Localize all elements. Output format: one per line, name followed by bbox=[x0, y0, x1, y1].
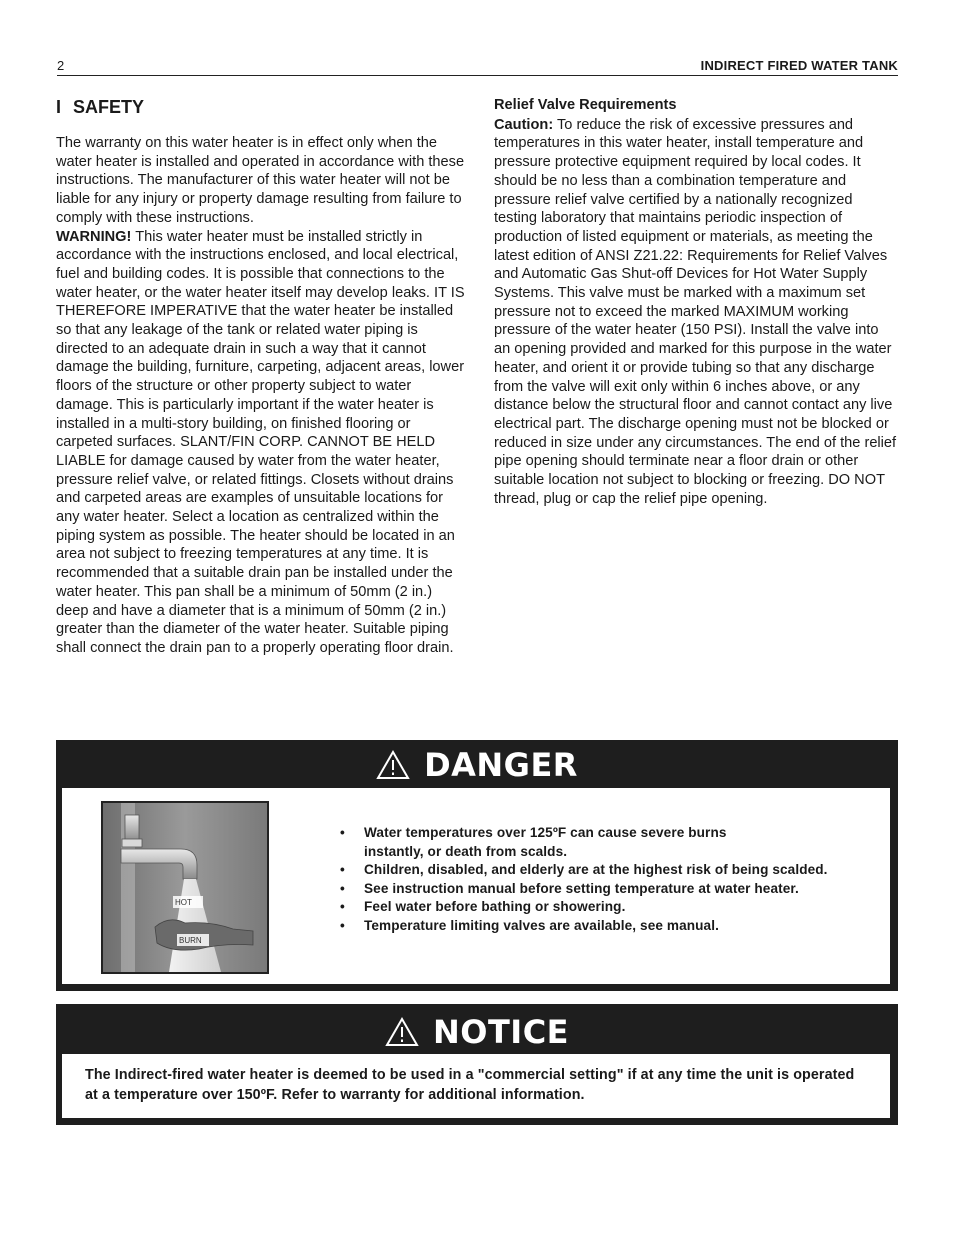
relief-valve-section bbox=[494, 96, 898, 508]
burn-label: BURN bbox=[179, 936, 202, 945]
danger-content bbox=[62, 788, 890, 984]
notice-text: The Indirect-fired water heater is deemed to be used in a "commercial setting" if at any time the unit is operated at a temperature over 150ºF. Refer to warranty for additional information. bbox=[85, 1067, 855, 1103]
danger-bullet: • Children, disabled, and elderly are at the highest risk of being scalded. bbox=[340, 861, 828, 880]
danger-bullet: • Feel water before bathing or showering. bbox=[340, 898, 828, 917]
warning-text: This water heater must be installed strictly in accordance with the instructions enclosed, and local electrical, fuel and building codes. It is possible that connections to the water heater, or the water heater itself may develop leaks. IT IS THEREFORE IMPERATIVE that the water heater be installed so that any leakage of the tank or related water piping is directed to an adequate drain in such a way that it cannot damage the building, furniture, carpeting, adjacent areas, lower floors of the structure or other property subject to water damage. This is particularly important if the water heater is installed in a multi-story building, on finished flooring or carpeted surfaces. SLANT/FIN CORP. CANNOT BE HELD LIABLE for damage caused by water from the water heater, pressure relief valve, or related fittings. Closets without drains and carpeted areas are examples of unsuitable locations for any water heater. Select a location as centralized within the piping system as possible. The heater should be located in an area not subject to freezing temperatures at any time. It is recommended that a suitable drain pan be installed under the water heater. This pan shall be a minimum of 50mm (2 in.) deep and have a diameter that is a minimum of 50mm (2 in.) greater than the diameter of the water heater. Suitable piping shall connect the drain pan to a properly operating floor drain. bbox=[56, 228, 465, 656]
warning-label: WARNING! bbox=[56, 228, 132, 245]
hot-label: HOT bbox=[175, 898, 192, 907]
danger-bullet: • Temperature limiting valves are available, see manual. bbox=[340, 917, 828, 936]
caution-label: Caution: bbox=[494, 116, 554, 133]
warning-paragraph bbox=[56, 228, 466, 658]
section-number: I bbox=[56, 97, 62, 117]
danger-title: DANGER bbox=[424, 746, 578, 784]
notice-content bbox=[62, 1054, 890, 1118]
scald-illustration bbox=[101, 801, 269, 974]
warning-triangle-icon bbox=[385, 1017, 419, 1047]
faucet-hand-image bbox=[103, 803, 267, 972]
notice-title: NOTICE bbox=[432, 1013, 570, 1051]
section-heading bbox=[56, 96, 466, 118]
document-title: INDIRECT FIRED WATER TANK bbox=[700, 58, 898, 73]
warranty-paragraph: The warranty on this water heater is in effect only when the water heater is installed and operated in accordance with these instructions. The manufacturer of this water heater will not be liable for any injury or property damage resulting from failure to comply with these instructions. bbox=[56, 135, 465, 226]
page-header bbox=[57, 57, 898, 76]
danger-bullet-list bbox=[340, 824, 828, 936]
notice-box bbox=[56, 1004, 898, 1125]
page-number: 2 bbox=[57, 58, 65, 73]
danger-title-bar bbox=[56, 745, 898, 785]
danger-box bbox=[56, 740, 898, 991]
danger-bullet: • See instruction manual before setting temperature at water heater. bbox=[340, 880, 828, 899]
warning-triangle-icon bbox=[376, 750, 410, 780]
caution-paragraph bbox=[494, 116, 898, 509]
section-title: SAFETY bbox=[73, 97, 145, 117]
danger-bullet: • Water temperatures over 125ºF can cause severe burns instantly, or death from scalds. bbox=[340, 824, 828, 861]
safety-section bbox=[56, 96, 466, 658]
notice-title-bar bbox=[56, 1012, 898, 1052]
caution-text: To reduce the risk of excessive pressures and temperatures in this water heater, install temperature and pressure protective equipment required by local codes. It should be no less than a combination temperature and pressure relief valve certified by a nationally recognized testing laboratory that maintains periodic inspection of production of listed equipment or materials, as meeting the latest edition of ANSI Z21.22: Requirements for Relief Valves and Automatic Gas Shut-off Devices for Hot Water Supply Systems. This valve must be marked with a maximum set pressure not to exceed the marked MAXIMUM working pressure of the water heater (150 PSI). Install the valve into an opening provided and marked for this purpose in the water heater, and orient it or provide tubing so that any discharge from the valve will exit only within 6 inches above, or any distance below the structural floor and cannot contact any live electrical part. The discharge opening must not be blocked or reduced in size under any circumstances. The end of the relief pipe opening should terminate near a floor drain or other suitable location not subject to blocking or freezing. DO NOT thread, plug or cap the relief pipe opening. bbox=[494, 116, 897, 507]
relief-valve-heading: Relief Valve Requirements bbox=[494, 97, 677, 113]
